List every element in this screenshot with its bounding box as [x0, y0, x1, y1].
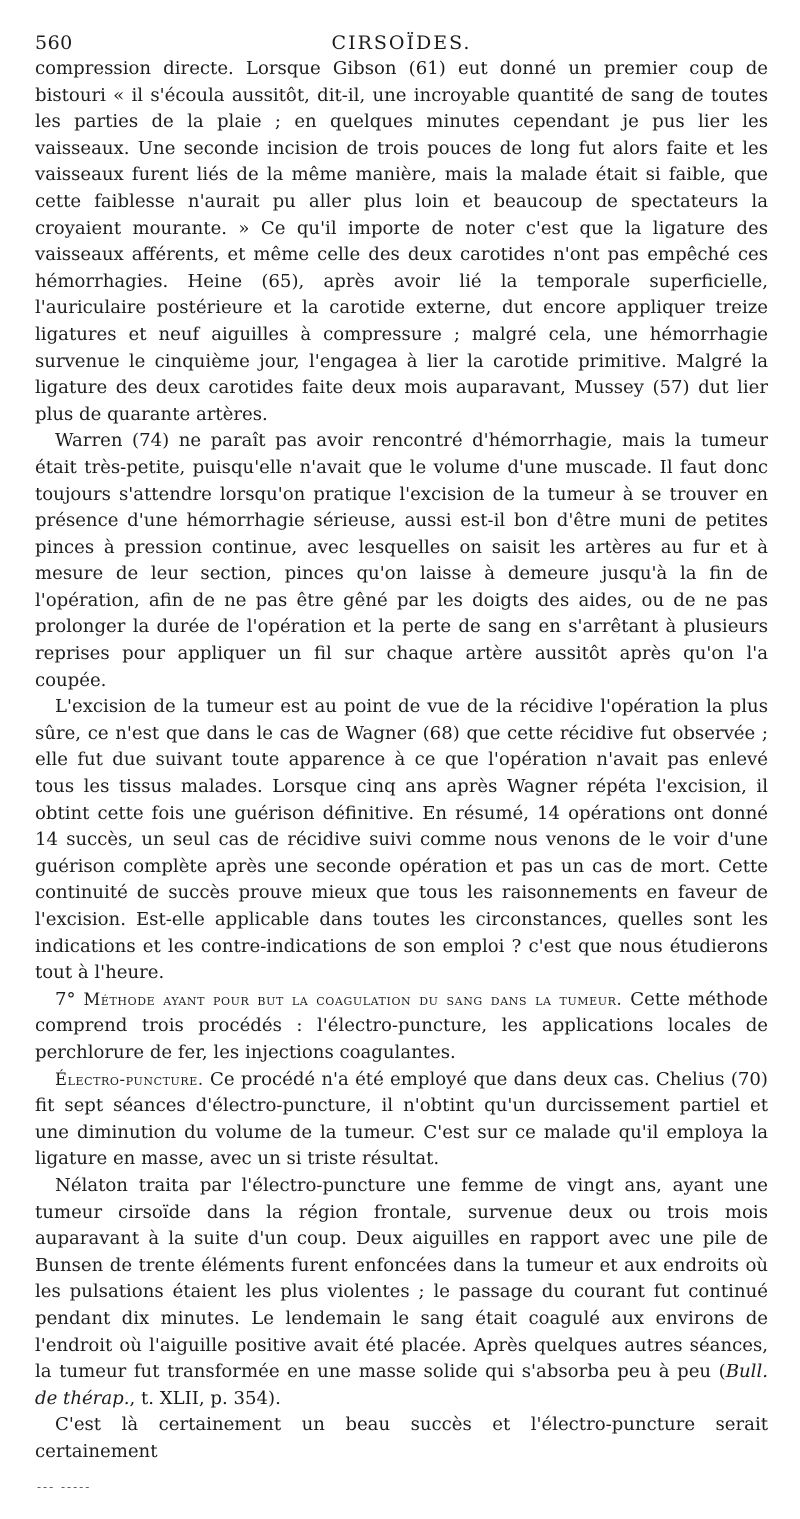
paragraph-excision: L'excision de la tumeur est au point de vue de la récidive l'opération la plus sûre, ce n'est que dans le cas de Wagner (68) que cette récidive fut observée ; elle fut due suivant toute apparence à ce que l'opération n'avait pas enlevé tous les tissus malades. Lorsque cinq ans après Wagner répéta l'excision, il obtint cette fois une guérison définitive. En résumé, 14 opérations ont donné 14 succès, un seul cas de récidive suivi comme nous venons de le voir d'une guérison complète après une seconde opération et pas un cas de mort. Cette continuité de succès prouve mieux que tous les raisonnements en faveur de l'excision. Est-elle applicable dans toutes les circonstances, quelles sont les indications et les contre-indications de son emploi ? c'est que nous étudierons tout à l'heure.: [35, 696, 768, 984]
paragraph-conclusion: C'est là certainement un beau succès et l'électro-puncture serait certainement: [35, 1414, 768, 1462]
paragraph-gibson: compression directe. Lorsque Gibson (61) eut donné un premier coup de bistouri « il s'écoula aussitôt, dit-il, une incroyable quantité de sang de toutes les parties de la plaie ; en quelques minutes cependant je pus lier les vaisseaux. Une seconde incision de trois pouces de long fut alors faite et les vaisseaux furent liés de la même manière, mais la malade était si faible, que cette faiblesse n'aurait pu aller plus loin et beaucoup de spectateurs la croyaient mourante. » Ce qu'il importe de noter c'est que la ligature des vaisseaux afférents, et même celle des deux carotides n'ont pas empêché ces hémorrhagies. Heine (65), après avoir lié la temporale superficielle, l'auriculaire postérieure et la carotide externe, dut encore appliquer treize ligatures et neuf aiguilles à compressure ; malgré cela, une hémorrhagie survenue le cinquième jour, l'engagea à lier la carotide primitive. Malgré la ligature des deux carotides faite deux mois auparavant, Mussey (57) dut lier plus de quarante artères.: [35, 58, 768, 425]
electro-text: Ce procédé n'a été employé que dans deux cas. Chelius (70) fit sept séances d'électro-puncture, il n'obtint qu'un durcissement partiel et une diminution du volume de la tumeur. C'est sur ce malade qu'il employa la ligature en masse, avec un si triste résultat.: [35, 1068, 768, 1170]
footer-marks: --- -----: [37, 1480, 92, 1494]
electro-section: [35, 1067, 768, 1173]
journal-citation: Bull. de thérap.: [35, 1361, 768, 1409]
paragraph-nelaton: [35, 1173, 768, 1412]
method-heading: Méthode ayant pour but la coagulation du sang dans la tumeur.: [83, 989, 623, 1009]
paragraph-warren: Warren (74) ne paraît pas avoir rencontré d'hémorrhagie, mais la tumeur était très-petite, puisqu'elle n'avait que le volume d'une muscade. Il faut donc toujours s'attendre lorsqu'on pratique l'excision de la tumeur à se trouver en présence d'une hémorrhagie sérieuse, aussi est-il bon d'être muni de petites pinces à pression continue, avec lesquelles on saisit les artères au fur et à mesure de leur section, pinces qu'on laisse à demeure jusqu'à la fin de l'opération, afin de ne pas être gêné par les doigts des aides, ou de ne pas prolonger la durée de l'opération et la perte de sang en s'arrêtant à plusieurs reprises pour appliquer un fil sur chaque artère aussitôt après qu'on l'a coupée.: [35, 430, 768, 691]
nelaton-text: Nélaton traita par l'électro-puncture une femme de vingt ans, ayant une tumeur cirsoïde dans la région frontale, survenue deux ou trois mois auparavant à la suite d'un coup. Deux aiguilles en rapport avec une pile de Bunsen de trente éléments furent enfoncées dans la tumeur et aux endroits où les pulsations étaient les plus violentes ; le passage du courant fut continué pendant dix minutes. Le lendemain le sang était coagulé aux environs de l'endroit où l'aiguille positive avait été placée. Après quelques autres séances, la tumeur fut transformée en une masse solide qui s'absorba peu à peu (: [35, 1174, 768, 1383]
method-text: Cette méthode comprend trois procédés : l'électro-puncture, les applications locales de perchlorure de fer, les injections coagulantes.: [35, 988, 768, 1063]
running-head: [35, 26, 768, 56]
method-section: [35, 987, 768, 1067]
citation-volume: , t. XLII, p. 354).: [129, 1387, 281, 1409]
page-body: [35, 56, 768, 1465]
page-number: 560: [35, 32, 73, 54]
method-number: 7°: [55, 988, 76, 1010]
electro-heading: Électro-puncture.: [55, 1069, 204, 1089]
running-title: CIRSOÏDES.: [331, 32, 472, 54]
